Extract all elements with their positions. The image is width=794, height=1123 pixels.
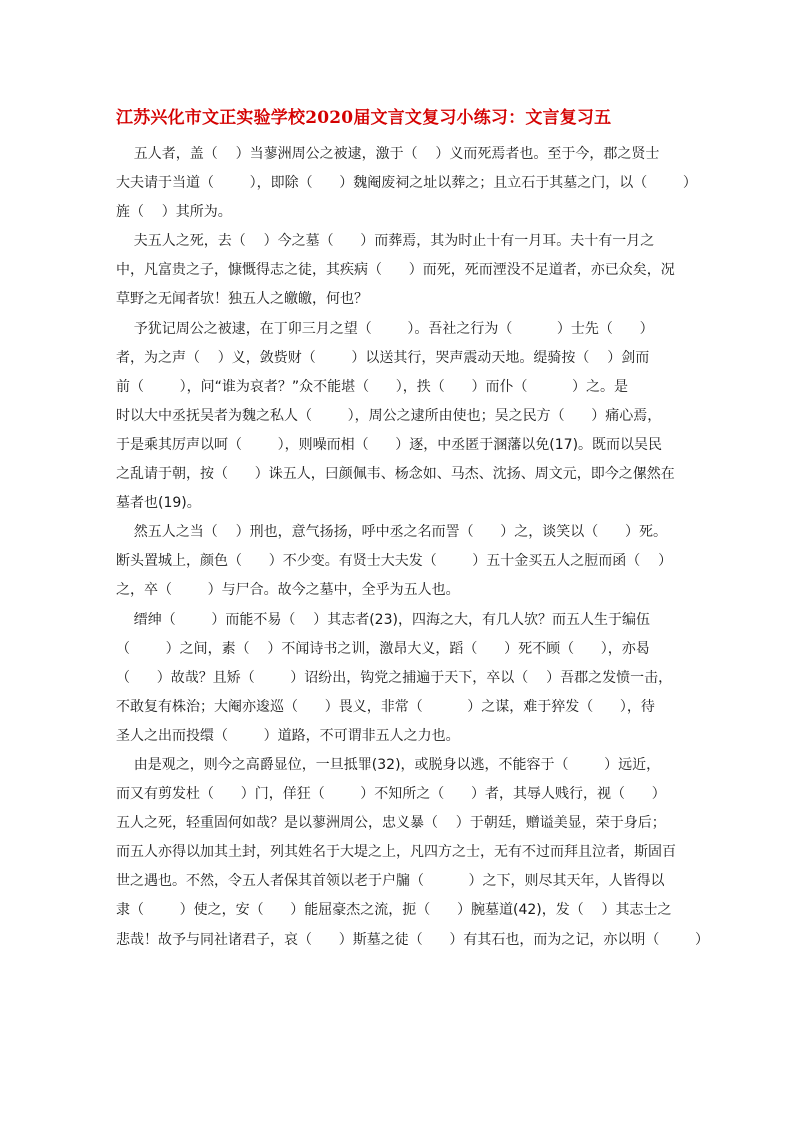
text-line: 夫五人之死，去（ ）今之墓（ ）而葬焉，其为时止十有一月耳。夫十有一月之: [116, 233, 655, 250]
text-line: 隶（ ）使之，安（ ）能屈豪杰之流，扼（ ）腕墓道(42)，发（ ）其志士之: [116, 902, 672, 919]
text-line: 中，凡富贵之子，慷慨得志之徒，其疾病（ ）而死，死而湮没不足道者，亦已众矣，况: [116, 262, 675, 279]
text-line: 缙绅（ ）而能不易（ ）其志者(23)，四海之大，有几人欤？而五人生于编伍: [116, 611, 650, 628]
text-line: 旌（ ）其所为。: [116, 204, 232, 221]
paragraph: [116, 315, 716, 519]
text-line: 墓者也(19)。: [116, 495, 201, 512]
text-line: 不敢复有株治；大阉亦逡巡（ ）畏义，非常（ ）之谋，难于猝发（ ），待: [116, 698, 655, 715]
text-line: 者，为之声（ ）义，敛赀财（ ）以送其行，哭声震动天地。缇骑按（ ）剑而: [116, 349, 650, 366]
paragraph: [116, 518, 716, 605]
text-line: 五人之死，轻重固何如哉？是以蓼洲周公，忠义暴（ ）于朝廷，赠谥美显，荣于身后；: [116, 815, 666, 832]
text-line: 草野之无闻者欤！独五人之皦皦，何也？: [116, 291, 368, 308]
text-line: 而又有剪发杜（ ）门，佯狂（ ）不知所之（ ）者，其辱人贱行，视（ ）: [116, 786, 666, 803]
text-line: 圣人之出而投缳（ ）道路，不可谓非五人之力也。: [116, 727, 460, 744]
paragraph: [116, 751, 716, 955]
text-line: 世之遇也。不然，令五人者保其首领以老于户牖（ ）之下，则尽其天年，人皆得以: [116, 873, 665, 890]
text-line: （ ）之间，素（ ）不闻诗书之训，激昂大义，蹈（ ）死不顾（ ），亦曷: [116, 640, 650, 657]
text-line: 大夫请于当道（ ），即除（ ）魏阉废祠之址以葬之；且立石于其墓之门，以（ ）: [116, 175, 697, 192]
text-line: 由是观之，则今之高爵显位，一旦抵罪(32)，或脱身以逃，不能容于（ ）远近，: [116, 756, 661, 773]
text-line: 前（ ），问“谁为哀者？”众不能堪（ ），抶（ ）而仆（ ）之。是: [116, 378, 629, 395]
paragraph: [116, 606, 716, 751]
text-line: 而五人亦得以加其土封，列其姓名于大堤之上，凡四方之士，无有不过而拜且泣者，斯固百: [116, 844, 676, 861]
text-line: 悲哉！故予与同社诸君子，哀（ ）斯墓之徒（ ）有其石也，而为之记，亦以明（ ）: [116, 931, 710, 948]
text-line: 之乱请于朝，按（ ）诛五人，曰颜佩韦、杨念如、马杰、沈扬、周文元，即今之傫然在: [116, 466, 675, 483]
paragraph: [116, 227, 716, 314]
text-line: 时以大中丞抚吴者为魏之私人（ ），周公之逮所由使也；吴之民方（ ）痛心焉，: [116, 407, 662, 424]
text-line: 之，卒（ ）与尸合。故今之墓中，全乎为五人也。: [116, 582, 460, 599]
paragraph: [116, 140, 716, 227]
document-title: 江苏兴化市文正实验学校2020届文言文复习小练习：文言复习五: [116, 108, 612, 128]
text-line: 五人者，盖（ ）当蓼洲周公之被逮，激于（ ）义而死焉者也。至于今，郡之贤士: [116, 146, 660, 162]
text-line: 断头置城上，颜色（ ）不少变。有贤士大夫发（ ）五十金买五人之脰而函（ ）: [116, 553, 673, 570]
text-line: （ ）故哉？且矫（ ）诏纷出，钩党之捕遍于天下，卒以（ ）吾郡之发愤一击，: [116, 669, 673, 686]
text-line: 然五人之当（ ）刑也，意气扬扬，呼中丞之名而詈（ ）之，谈笑以（ ）死。: [116, 524, 668, 541]
text-line: 予犹记周公之被逮，在丁卯三月之望（ ）。吾社之行为（ ）士先（ ）: [116, 320, 654, 337]
document-body: [116, 140, 716, 955]
text-line: 于是乘其厉声以呵（ ），则噪而相（ ）逐，中丞匿于溷藩以免(17)。既而以吴民: [116, 436, 663, 453]
